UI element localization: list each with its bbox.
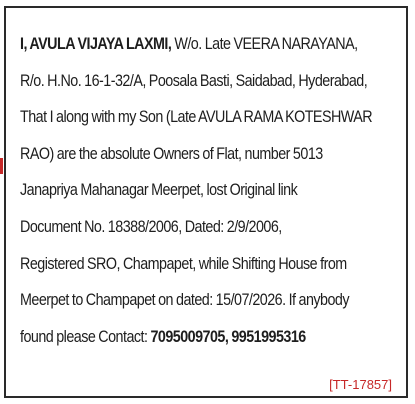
- notice-line-4: RAO) are the absolute Owners of Flat, number 5013: [20, 144, 323, 163]
- notice-line-5: Janapriya Mahanagar Meerpet, lost Original link: [20, 181, 298, 200]
- declarant-name: I, AVULA VIJAYA LAXMI,: [20, 35, 172, 53]
- notice-body: [20, 26, 373, 355]
- notice-line-9: [20, 319, 361, 356]
- notice-line-6: Document No. 18388/2006, Dated: 2/9/2006,: [20, 217, 282, 236]
- notice-line-1: [20, 26, 361, 63]
- contact-prefix: found please Contact:: [20, 327, 151, 346]
- notice-line-7: Registered SRO, Champapet, while Shifting House from: [20, 254, 347, 273]
- notice-line-8: Meerpet to Champapet on dated: 15/07/2026. If anybody: [20, 291, 349, 310]
- declarant-relation: W/o. Late VEERA NARAYANA,: [171, 35, 358, 53]
- lost-document-notice: [4, 6, 408, 398]
- notice-line-2: R/o. H.No. 16-1-32/A, Poosala Basti, Saidabad, Hyderabad,: [20, 71, 368, 90]
- notice-line-3: That I along with my Son (Late AVULA RAMA KOTESHWAR: [20, 108, 373, 127]
- left-edge-mark: [0, 158, 3, 174]
- contact-numbers: 7095009705, 9951995316: [150, 327, 306, 346]
- reference-code: [TT-17857]: [329, 377, 392, 392]
